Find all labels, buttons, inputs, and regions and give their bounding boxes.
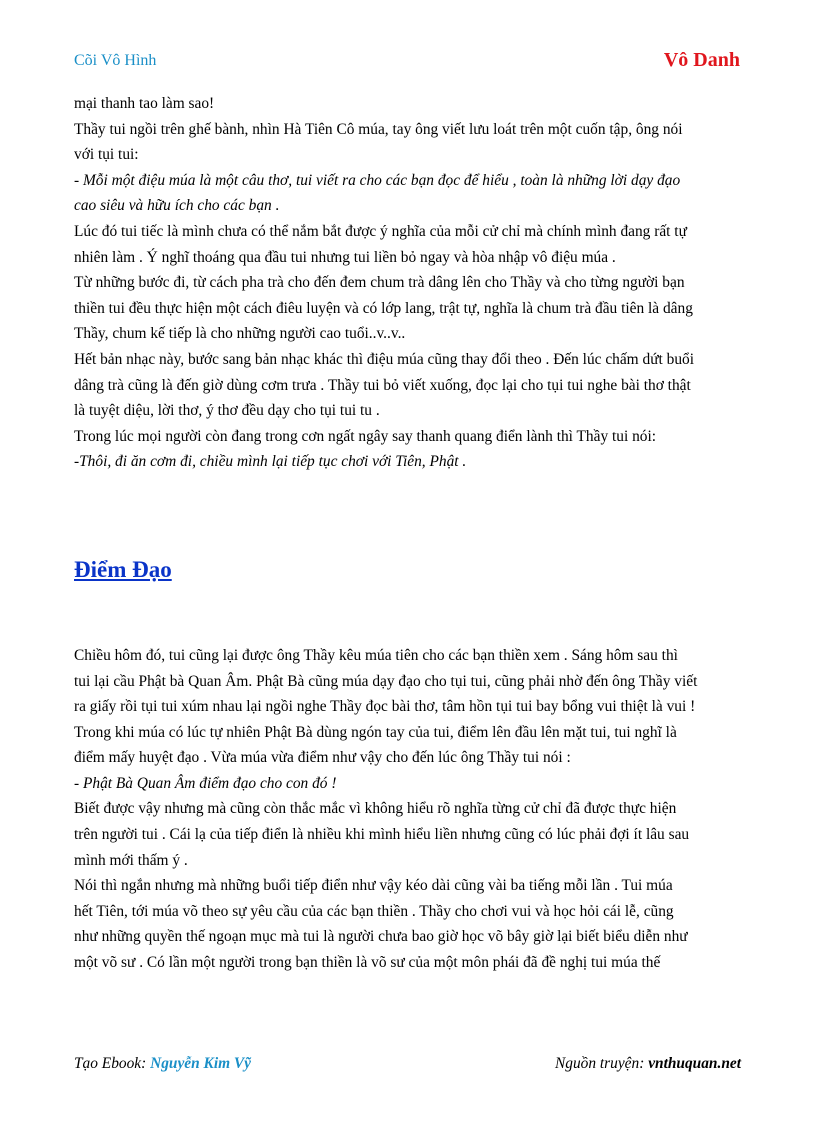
text-line: Trong lúc mọi người còn đang trong cơn ngất ngây say thanh quang điển lành thì Thầy tui nói:: [74, 427, 657, 445]
text-line: Hết bản nhạc này, bước sang bản nhạc khác thì điệu múa cũng thay đổi theo . Đến lúc chấm dứt buổi: [74, 350, 695, 368]
text-line: thiền tui đều thực hiện một cách điêu luyện và có lớp lang, trật tự, nghĩa là chum trà đầu tiên là dâng: [74, 299, 693, 317]
text-line: hết Tiên, tới múa võ theo sự yêu cầu của các bạn thiền . Thầy cho chơi vui và học hỏi cái lễ, cũng: [74, 902, 674, 920]
footer-ebook-credit: [74, 1055, 251, 1073]
text-line: Thầy, chum kế tiếp là cho những người cao tuổi..v..v..: [74, 325, 406, 343]
text-line: như những quyền thế ngoạn mục mà tui là người chưa bao giờ học võ bây giờ lại biết biểu diễn như: [74, 928, 688, 946]
text-line: - Mỗi một điệu múa là một câu thơ, tui viết ra cho các bạn đọc để hiểu , toàn là những lời dạy đạo: [74, 171, 681, 189]
text-line: Trong khi múa có lúc tự nhiên Phật Bà dùng ngón tay của tui, điểm lên đầu lên mặt tui, tui nghĩ là: [74, 723, 677, 741]
text-line: điểm mấy huyệt đạo . Vừa múa vừa điểm như vậy cho đến lúc ông Thầy tui nói :: [74, 749, 571, 767]
paragraph-block-b: [74, 643, 746, 976]
text-line: ra giấy rồi tụi tui xúm nhau lại ngồi nghe Thầy đọc bài thơ, tâm hồn tụi tui bay bổng vui thiệt là vui !: [74, 698, 696, 716]
footer-source-site: vnthuquan.net: [648, 1055, 741, 1072]
footer-ebook-separator: :: [141, 1055, 151, 1072]
text-line: mại thanh tao làm sao!: [74, 95, 215, 112]
text-line: cao siêu và hữu ích cho các bạn .: [74, 197, 280, 215]
text-line: mình mới thấm ý .: [74, 851, 188, 869]
header-author: Vô Danh: [663, 49, 740, 71]
text-line: trên người tui . Cái lạ của tiếp điển là nhiều khi mình hiểu liền nhưng cũng có lúc phải đợi ít lâu sau: [74, 826, 690, 844]
text-line: Từ những bước đi, từ cách pha trà cho đến đem chum trà dâng lên cho Thầy và cho từng người bạn: [74, 274, 685, 292]
page-content: [74, 91, 746, 976]
text-line: tui lại cầu Phật bà Quan Âm. Phật Bà cũng múa dạy đạo cho tụi tui, cũng phải nhờ đến ông Thầy viết: [74, 672, 698, 690]
text-line: với tụi tui:: [74, 146, 139, 164]
text-line: - Phật Bà Quan Âm điểm đạo cho con đó !: [74, 774, 337, 792]
footer-source-separator: :: [639, 1055, 649, 1072]
footer-source-credit: [555, 1055, 741, 1073]
paragraph-block-a: [74, 91, 746, 475]
text-line: -Thôi, đi ăn cơm đi, chiều mình lại tiếp tục chơi với Tiên, Phật .: [74, 453, 467, 471]
footer-source-label: Nguồn truyện: [554, 1055, 640, 1072]
text-line: Lúc đó tui tiếc là mình chưa có thể nắm bắt được ý nghĩa của mỗi cử chỉ mà chính mình đang rất tự: [74, 222, 687, 240]
text-line: dâng trà cũng là đến giờ dùng cơm trưa . Thầy tui bỏ viết xuống, đọc lại cho tụi tui nghe bài thơ thật: [74, 376, 691, 394]
footer-ebook-label: Tạo Ebook: [74, 1055, 142, 1072]
header-book-title: Cõi Vô Hình: [74, 52, 157, 69]
section-title-link[interactable]: Điểm Đạo: [74, 556, 172, 582]
footer-ebook-creator: Nguyễn Kim Vỹ: [150, 1055, 252, 1072]
text-line: một võ sư . Có lần một người trong bạn thiền là võ sư của một môn phái đã đề nghị tui múa thế: [74, 954, 661, 972]
text-line: là tuyệt diệu, lời thơ, ý thơ đều dạy cho tụi tui tu .: [74, 402, 380, 420]
text-line: nhiên làm . Ý nghĩ thoáng qua đầu tui nhưng tui liền bỏ ngay và hòa nhập vô điệu múa .: [74, 248, 616, 266]
text-line: Thầy tui ngồi trên ghế bành, nhìn Hà Tiên Cô múa, tay ông viết lưu loát trên một cuốn tập, ông nói: [74, 120, 683, 138]
text-line: Nói thì ngắn nhưng mà những buổi tiếp điển như vậy kéo dài cũng vài ba tiếng mỗi lần . Tui múa: [74, 877, 673, 895]
text-line: Chiều hôm đó, tui cũng lại được ông Thầy kêu múa tiên cho các bạn thiền xem . Sáng hôm sau thì: [74, 646, 678, 664]
text-line: Biết được vậy nhưng mà cũng còn thắc mắc vì không hiểu rõ nghĩa từng cử chỉ đã được thực hiện: [74, 800, 677, 818]
